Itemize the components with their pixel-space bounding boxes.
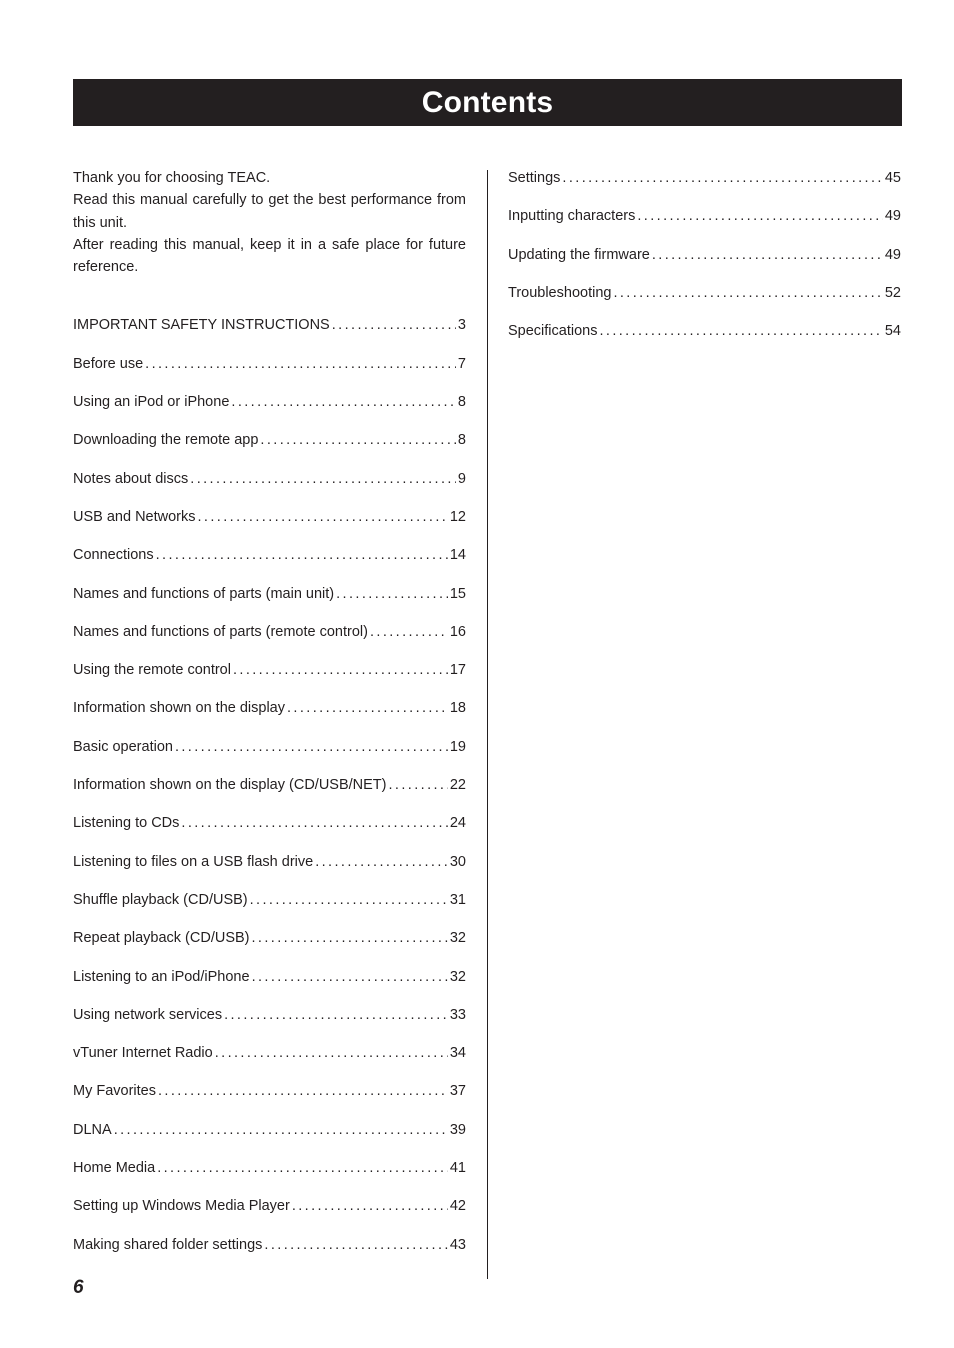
toc-entry[interactable] xyxy=(73,851,466,889)
toc-dot-leader xyxy=(613,282,882,304)
toc-entry[interactable] xyxy=(73,583,466,621)
toc-dot-leader xyxy=(233,659,448,681)
toc-entry-title: Information shown on the display (CD/USB/NET) xyxy=(73,777,387,794)
toc-entry[interactable] xyxy=(73,1157,466,1195)
toc-entry-page: 7 xyxy=(457,355,466,372)
toc-entry-page: 31 xyxy=(449,891,466,908)
toc-dot-leader xyxy=(250,889,448,911)
toc-dot-leader xyxy=(198,506,448,528)
toc-dot-leader xyxy=(252,927,448,949)
toc-entry-title: Names and functions of parts (main unit) xyxy=(73,585,335,602)
toc-entry-page: 43 xyxy=(449,1236,466,1253)
toc-entry[interactable] xyxy=(73,736,466,774)
toc-dot-leader xyxy=(599,320,882,342)
toc-entry-title: Troubleshooting xyxy=(508,284,612,301)
toc-entry[interactable] xyxy=(73,314,466,352)
toc-entry[interactable] xyxy=(73,1195,466,1233)
intro-line-3: After reading this manual, keep it in a safe place for future reference. xyxy=(73,236,466,276)
toc-entry-page: 8 xyxy=(457,394,466,411)
toc-dot-leader xyxy=(562,167,882,189)
toc-entry-title: Names and functions of parts (remote control) xyxy=(73,623,368,640)
toc-entry-page: 49 xyxy=(884,246,901,263)
toc-dot-leader xyxy=(315,851,448,873)
toc-dot-leader xyxy=(332,314,456,336)
toc-dot-leader xyxy=(252,966,448,988)
toc-entry-title: Using an iPod or iPhone xyxy=(73,394,230,411)
toc-entry-title: My Favorites xyxy=(73,1083,156,1100)
toc-dot-leader xyxy=(145,353,456,375)
toc-entry[interactable] xyxy=(73,1042,466,1080)
toc-entry-title: Making shared folder settings xyxy=(73,1236,263,1253)
toc-entry[interactable] xyxy=(73,506,466,544)
toc-entry-title: Specifications xyxy=(508,323,598,340)
toc-entry[interactable] xyxy=(73,889,466,927)
toc-entry-page: 32 xyxy=(449,930,466,947)
toc-entry[interactable] xyxy=(73,353,466,391)
toc-entry-title: USB and Networks xyxy=(73,508,196,525)
intro-line-2: Read this manual carefully to get the best performance from this unit. xyxy=(73,192,466,231)
toc-entry-title: Downloading the remote app xyxy=(73,432,259,449)
toc-entry[interactable] xyxy=(508,244,901,282)
toc-entry-title: Settings xyxy=(508,170,561,186)
toc-entry-page: 14 xyxy=(449,547,466,564)
toc-entry-page: 54 xyxy=(884,323,901,340)
toc-entry-title: Shuffle playback (CD/USB) xyxy=(73,891,248,908)
toc-dot-leader xyxy=(637,205,883,227)
toc-entry-page: 34 xyxy=(449,1045,466,1062)
toc-list-left xyxy=(73,314,466,1271)
toc-dot-leader xyxy=(260,429,456,451)
toc-dot-leader xyxy=(190,468,456,490)
toc-entry[interactable] xyxy=(508,205,901,243)
toc-entry[interactable] xyxy=(73,468,466,506)
toc-entry-page: 24 xyxy=(449,815,466,832)
toc-dot-leader xyxy=(175,736,448,758)
toc-dot-leader xyxy=(652,244,883,266)
toc-entry[interactable] xyxy=(73,1234,466,1272)
toc-entry-title: Using network services xyxy=(73,1006,223,1023)
toc-entry[interactable] xyxy=(73,774,466,812)
left-column xyxy=(73,167,466,1272)
toc-entry[interactable] xyxy=(73,1119,466,1157)
page-number: 6 xyxy=(73,1277,84,1298)
toc-entry-title: Connections xyxy=(73,547,154,564)
toc-entry-title: Listening to files on a USB flash drive xyxy=(73,853,314,870)
toc-entry[interactable] xyxy=(508,282,901,320)
toc-entry-title: vTuner Internet Radio xyxy=(73,1045,213,1062)
toc-entry-page: 41 xyxy=(449,1160,466,1177)
toc-dot-leader xyxy=(156,544,448,566)
toc-list-right xyxy=(508,167,901,358)
toc-entry-page: 19 xyxy=(449,738,466,755)
toc-entry-title: Listening to CDs xyxy=(73,815,180,832)
toc-entry[interactable] xyxy=(73,966,466,1004)
toc-entry-page: 3 xyxy=(457,317,466,334)
toc-entry[interactable] xyxy=(73,429,466,467)
toc-dot-leader xyxy=(287,697,448,719)
toc-entry-title: Before use xyxy=(73,355,144,372)
toc-entry[interactable] xyxy=(73,621,466,659)
toc-entry-title: Listening to an iPod/iPhone xyxy=(73,968,250,985)
toc-entry-page: 15 xyxy=(449,585,466,602)
toc-dot-leader xyxy=(114,1119,448,1141)
toc-entry-title: Basic operation xyxy=(73,738,173,755)
toc-entry-title: DLNA xyxy=(73,1121,112,1138)
toc-entry-page: 49 xyxy=(884,208,901,225)
toc-entry-page: 16 xyxy=(449,623,466,640)
toc-entry-page: 39 xyxy=(449,1121,466,1138)
toc-entry-page: 45 xyxy=(884,170,901,186)
toc-entry-title: Setting up Windows Media Player xyxy=(73,1198,290,1215)
toc-dot-leader xyxy=(264,1234,447,1256)
toc-dot-leader xyxy=(370,621,448,643)
toc-entry-page: 22 xyxy=(449,777,466,794)
toc-entry-page: 30 xyxy=(449,853,466,870)
toc-entry-title: IMPORTANT SAFETY INSTRUCTIONS xyxy=(73,317,330,334)
toc-entry[interactable] xyxy=(73,1080,466,1118)
toc-entry[interactable] xyxy=(73,812,466,850)
toc-dot-leader xyxy=(215,1042,448,1064)
toc-entry-page: 32 xyxy=(449,968,466,985)
toc-entry-title: Notes about discs xyxy=(73,470,189,487)
toc-entry-page: 33 xyxy=(449,1006,466,1023)
toc-entry[interactable] xyxy=(73,927,466,965)
toc-entry-page: 17 xyxy=(449,662,466,679)
toc-entry-title: Home Media xyxy=(73,1160,156,1177)
toc-entry[interactable] xyxy=(73,391,466,429)
column-divider xyxy=(487,170,488,1279)
toc-entry[interactable] xyxy=(508,167,901,205)
toc-entry-title: Inputting characters xyxy=(508,208,636,225)
toc-entry[interactable] xyxy=(73,697,466,735)
toc-entry[interactable] xyxy=(73,659,466,697)
toc-entry-page: 42 xyxy=(449,1198,466,1215)
toc-entry-title: Using the remote control xyxy=(73,662,231,679)
toc-entry-title: Information shown on the display xyxy=(73,700,285,717)
toc-dot-leader xyxy=(292,1195,448,1217)
toc-entry[interactable] xyxy=(73,1004,466,1042)
toc-entry[interactable] xyxy=(73,544,466,582)
toc-dot-leader xyxy=(224,1004,448,1026)
toc-dot-leader xyxy=(231,391,456,413)
intro-text xyxy=(73,167,466,278)
toc-entry-title: Repeat playback (CD/USB) xyxy=(73,930,250,947)
toc-dot-leader xyxy=(389,774,448,796)
toc-entry-page: 12 xyxy=(449,508,466,525)
toc-dot-leader xyxy=(157,1157,448,1179)
toc-entry[interactable] xyxy=(508,320,901,358)
toc-dot-leader xyxy=(181,812,447,834)
page-title: Contents xyxy=(421,85,554,119)
toc-dot-leader xyxy=(336,583,448,605)
toc-entry-page: 8 xyxy=(457,432,466,449)
right-column xyxy=(508,167,901,358)
intro-line-1: Thank you for choosing TEAC. xyxy=(73,170,271,186)
toc-dot-leader xyxy=(158,1080,448,1102)
toc-entry-page: 18 xyxy=(449,700,466,717)
toc-entry-title: Updating the firmware xyxy=(508,246,650,263)
contents-title-bar xyxy=(73,79,902,126)
toc-entry-page: 52 xyxy=(884,284,901,301)
toc-entry-page: 9 xyxy=(457,470,466,487)
toc-entry-page: 37 xyxy=(449,1083,466,1100)
